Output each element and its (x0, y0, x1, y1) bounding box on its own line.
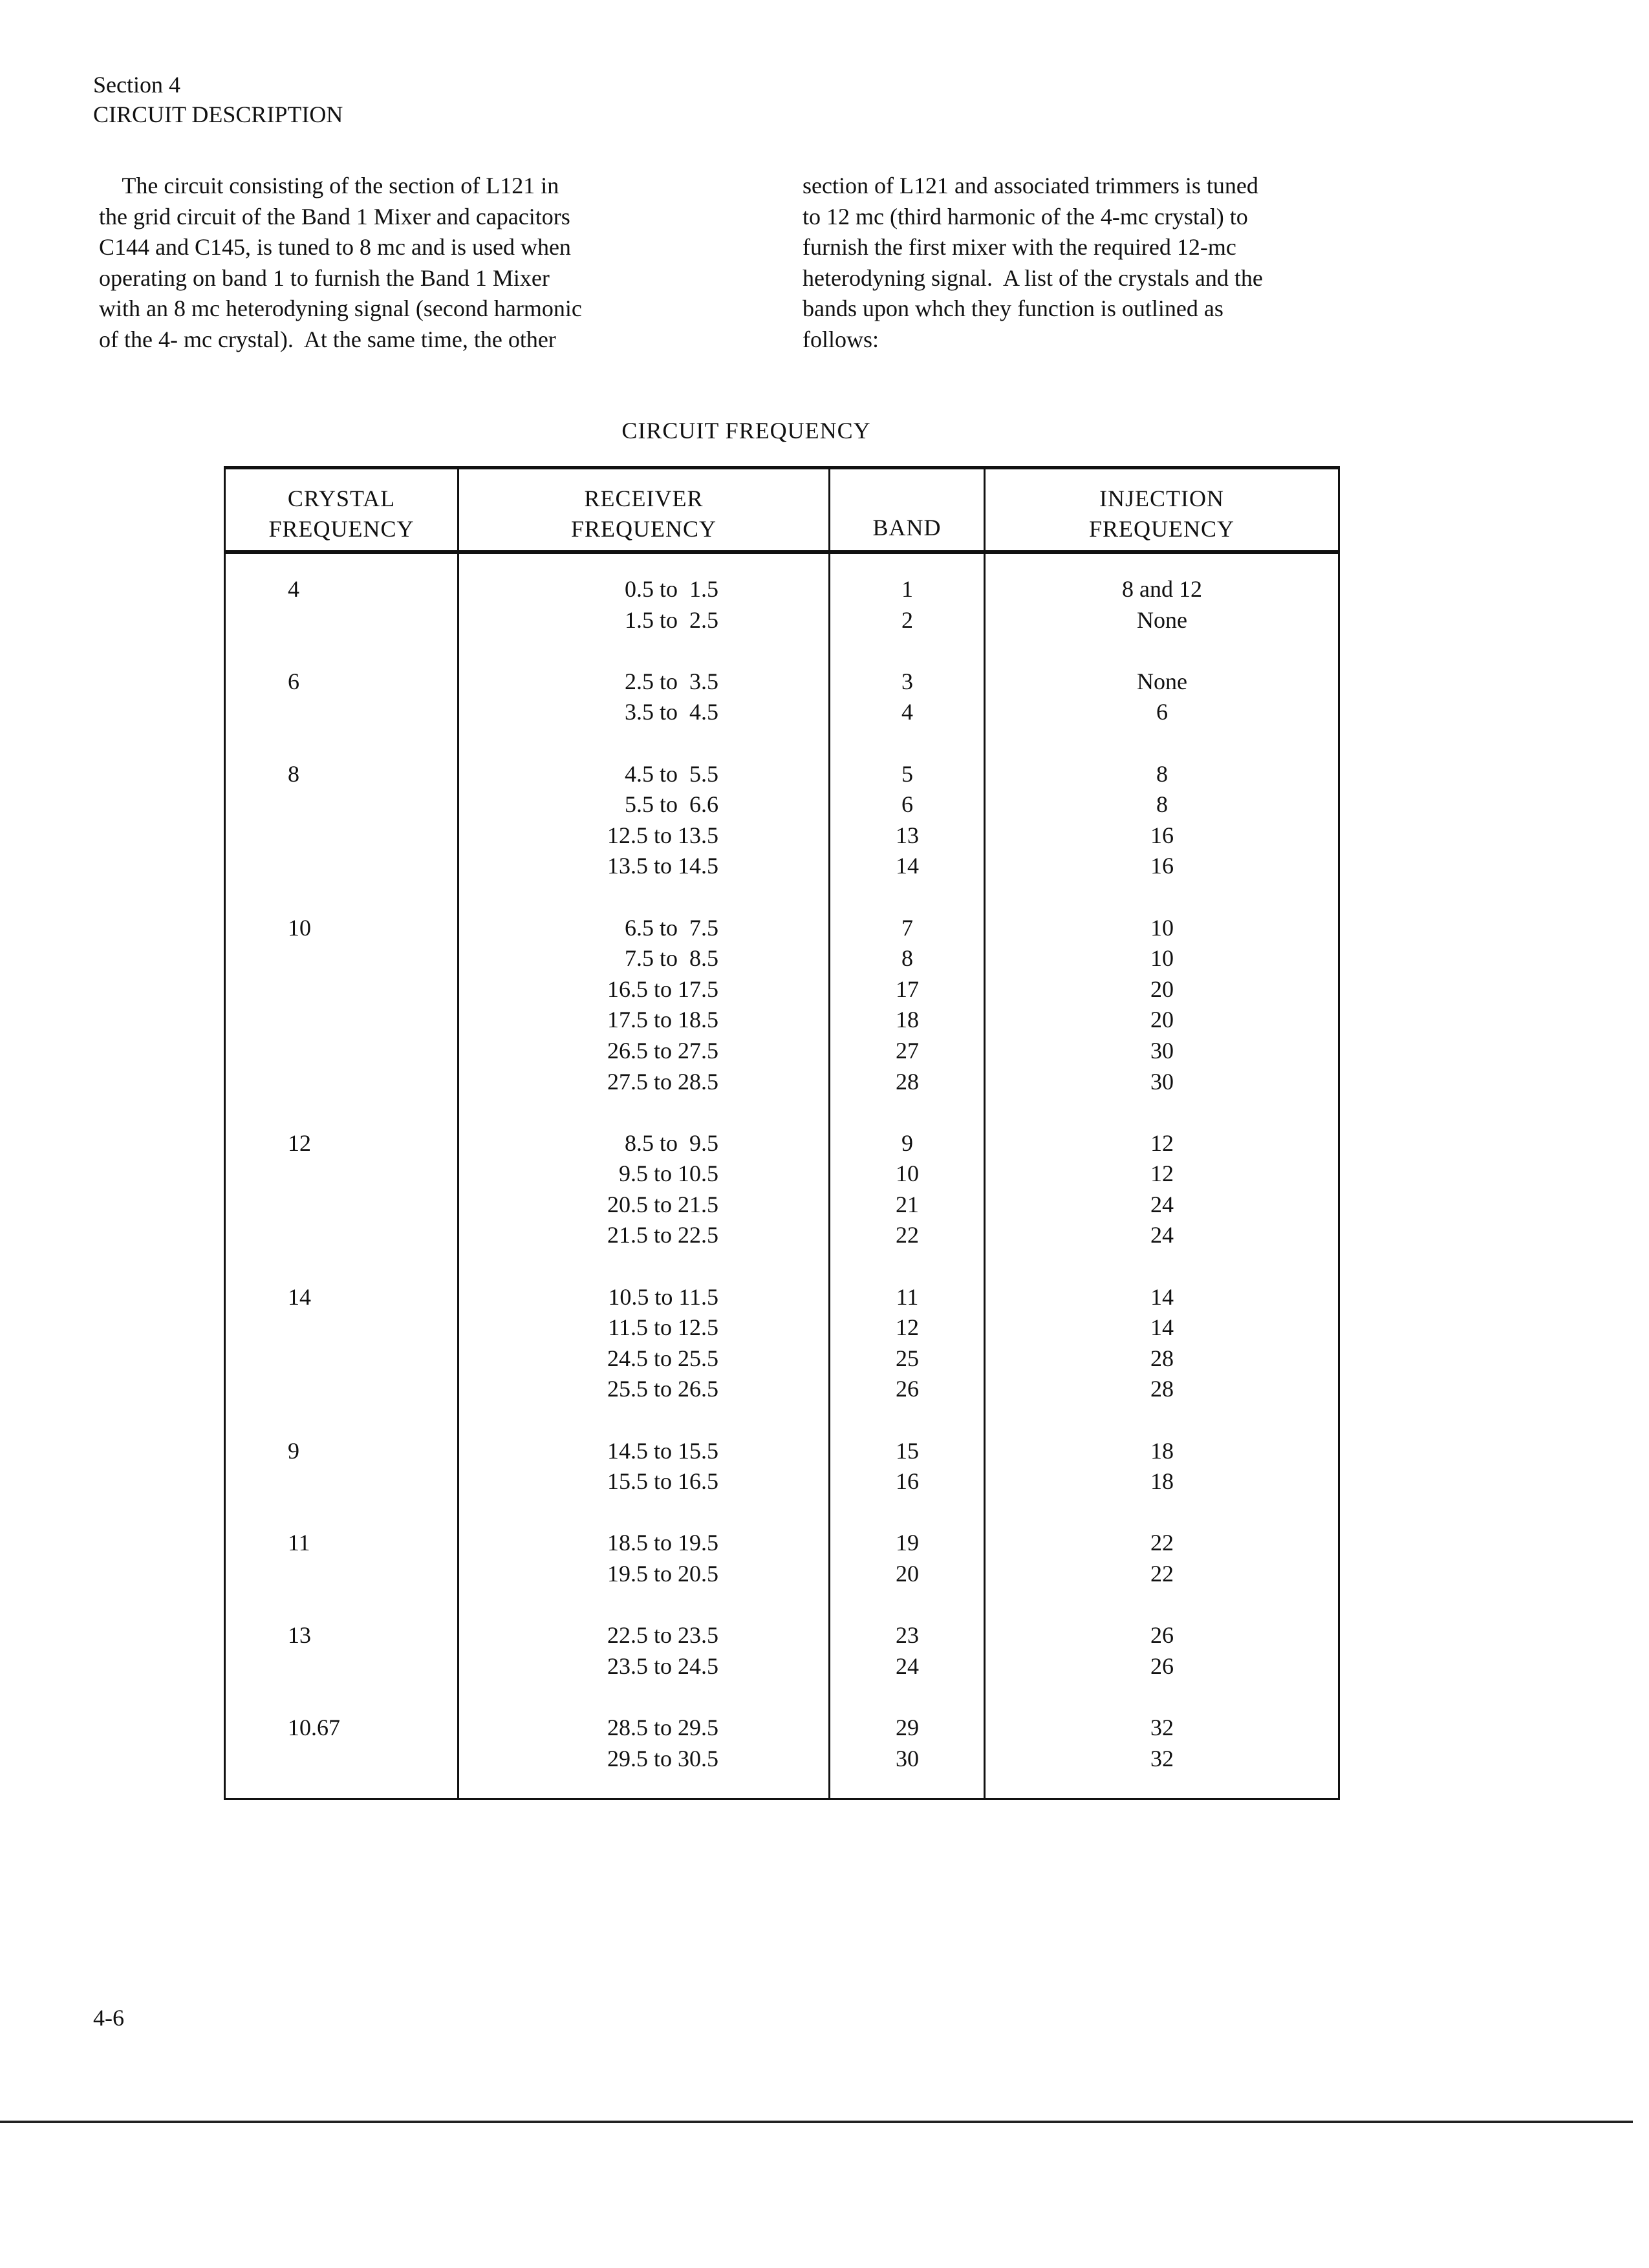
table-row (226, 820, 1338, 851)
receiver-frequency-cell: 0.5 to 1.5 (624, 576, 718, 602)
text-line: bands upon whch they function is outlined as (803, 295, 1223, 322)
text-line: furnish the first mixer with the required 12-mc (803, 234, 1236, 261)
receiver-frequency-cell: 12.5 to 13.5 (607, 822, 718, 848)
group-spacer (226, 1590, 1338, 1621)
injection-frequency-cell: None (1137, 606, 1187, 633)
table-row (226, 759, 1338, 790)
circuit-frequency-table (224, 466, 1340, 1800)
header-text: FREQUENCY (570, 516, 717, 542)
injection-frequency-cell: 12 (1150, 1129, 1174, 1156)
band-cell: 21 (896, 1191, 919, 1217)
text-line: C144 and C145, is tuned to 8 mc and is used when (99, 234, 571, 261)
receiver-frequency-cell: 24.5 to 25.5 (607, 1345, 718, 1371)
receiver-frequency-cell: 28.5 to 29.5 (607, 1714, 718, 1740)
text-line: to 12 mc (third harmonic of the 4-mc crystal) to (803, 203, 1248, 230)
table-row (226, 1036, 1338, 1067)
table-row (226, 1374, 1338, 1405)
receiver-frequency-cell: 5.5 to 6.6 (624, 791, 718, 818)
band-cell: 19 (896, 1530, 919, 1556)
receiver-frequency-cell: 14.5 to 15.5 (607, 1437, 718, 1464)
receiver-frequency-cell: 21.5 to 22.5 (607, 1222, 718, 1248)
header-band (830, 478, 984, 543)
receiver-frequency-cell: 18.5 to 19.5 (607, 1530, 718, 1556)
crystal-frequency-cell: 9 (288, 1437, 299, 1464)
text-line: heterodyning signal. A list of the crystals and the (803, 264, 1263, 291)
table-row (226, 913, 1338, 944)
injection-frequency-cell: 20 (1150, 976, 1174, 1002)
text-line: section of L121 and associated trimmers is tuned (803, 173, 1258, 198)
injection-frequency-cell: 10 (1150, 945, 1174, 972)
injection-frequency-cell: 20 (1150, 1007, 1174, 1033)
header-text: CRYSTAL (287, 486, 396, 511)
band-cell: 20 (896, 1561, 919, 1587)
band-cell: 12 (896, 1314, 919, 1341)
band-cell: 18 (896, 1007, 919, 1033)
group-spacer (226, 1682, 1338, 1713)
table-row (226, 1128, 1338, 1159)
table-row (226, 1528, 1338, 1559)
table-row (226, 1713, 1338, 1744)
band-cell: 10 (896, 1161, 919, 1187)
band-cell: 4 (901, 699, 913, 725)
crystal-frequency-cell: 8 (288, 760, 299, 787)
group-spacer (226, 728, 1338, 759)
band-cell: 9 (901, 1129, 913, 1156)
injection-frequency-cell: 14 (1150, 1283, 1174, 1310)
table-row (226, 1282, 1338, 1313)
injection-frequency-cell: 32 (1150, 1714, 1174, 1740)
injection-frequency-cell: 8 (1156, 760, 1168, 787)
header-text: FREQUENCY (268, 516, 415, 542)
text-line: operating on band 1 to furnish the Band 1 Mixer (99, 264, 550, 291)
injection-frequency-cell: 32 (1150, 1745, 1174, 1771)
receiver-frequency-cell: 1.5 to 2.5 (624, 606, 718, 633)
group-spacer (226, 1097, 1338, 1128)
table-row (226, 974, 1338, 1005)
text-line: The circuit consisting of the section of L121 in (99, 173, 559, 198)
receiver-frequency-cell: 25.5 to 26.5 (607, 1376, 718, 1402)
injection-frequency-cell: 24 (1150, 1191, 1174, 1217)
receiver-frequency-cell: 19.5 to 20.5 (607, 1561, 718, 1587)
receiver-frequency-cell: 7.5 to 8.5 (624, 945, 718, 972)
crystal-frequency-cell: 13 (288, 1622, 311, 1649)
band-cell: 16 (896, 1468, 919, 1495)
injection-frequency-cell: 12 (1150, 1161, 1174, 1187)
band-cell: 30 (896, 1745, 919, 1771)
table-body (226, 574, 1338, 1774)
band-cell: 8 (901, 945, 913, 972)
injection-frequency-cell: 28 (1150, 1376, 1174, 1402)
band-cell: 29 (896, 1714, 919, 1740)
table-row (226, 1343, 1338, 1375)
body-column-left (99, 171, 733, 356)
band-cell: 24 (896, 1653, 919, 1679)
receiver-frequency-cell: 9.5 to 10.5 (618, 1161, 718, 1187)
band-cell: 26 (896, 1376, 919, 1402)
band-cell: 2 (901, 606, 913, 633)
band-cell: 23 (896, 1622, 919, 1649)
table-row (226, 1220, 1338, 1251)
band-cell: 22 (896, 1222, 919, 1248)
receiver-frequency-cell: 26.5 to 27.5 (607, 1037, 718, 1064)
band-cell: 6 (901, 791, 913, 818)
receiver-frequency-cell: 3.5 to 4.5 (624, 699, 718, 725)
table-row (226, 1005, 1338, 1036)
table-row (226, 1067, 1338, 1098)
body-column-right (803, 171, 1436, 356)
receiver-frequency-cell: 17.5 to 18.5 (607, 1007, 718, 1033)
text-line: with an 8 mc heterodyning signal (second harmonic (99, 295, 582, 322)
receiver-frequency-cell: 10.5 to 11.5 (608, 1283, 718, 1310)
table-row (226, 1744, 1338, 1775)
receiver-frequency-cell: 13.5 to 14.5 (607, 853, 718, 879)
text-line: the grid circuit of the Band 1 Mixer and capacitors (99, 203, 570, 230)
group-spacer (226, 1405, 1338, 1436)
injection-frequency-cell: 28 (1150, 1345, 1174, 1371)
table-row (226, 1312, 1338, 1343)
table-title: CIRCUIT FREQUENCY (621, 418, 871, 444)
section-label: Section 4 (93, 72, 180, 98)
header-text: FREQUENCY (1088, 516, 1235, 542)
bottom-rule (0, 2121, 1633, 2123)
crystal-frequency-cell: 14 (288, 1283, 311, 1310)
receiver-frequency-cell: 20.5 to 21.5 (607, 1191, 718, 1217)
band-cell: 3 (901, 668, 913, 694)
injection-frequency-cell: 18 (1150, 1437, 1174, 1464)
table-row (226, 1651, 1338, 1682)
injection-frequency-cell: 26 (1150, 1653, 1174, 1679)
band-cell: 28 (896, 1068, 919, 1095)
injection-frequency-cell: 30 (1150, 1037, 1174, 1064)
injection-frequency-cell: 6 (1156, 699, 1168, 725)
injection-frequency-cell: 26 (1150, 1622, 1174, 1649)
injection-frequency-cell: 10 (1150, 914, 1174, 941)
table-row (226, 574, 1338, 605)
header-crystal-frequency (226, 478, 457, 550)
injection-frequency-cell: 22 (1150, 1561, 1174, 1587)
injection-frequency-cell: 16 (1150, 822, 1174, 848)
receiver-frequency-cell: 27.5 to 28.5 (607, 1068, 718, 1095)
section-title: CIRCUIT DESCRIPTION (93, 102, 343, 127)
table-row (226, 1190, 1338, 1221)
group-spacer (226, 1497, 1338, 1528)
receiver-frequency-cell: 23.5 to 24.5 (607, 1653, 718, 1679)
band-cell: 1 (901, 576, 913, 602)
group-spacer (226, 636, 1338, 667)
crystal-frequency-cell: 4 (288, 576, 299, 602)
header-divider (226, 550, 1338, 554)
table-row (226, 943, 1338, 974)
header-text: RECEIVER (584, 486, 704, 511)
table-row (226, 1466, 1338, 1497)
receiver-frequency-cell: 11.5 to 12.5 (608, 1314, 718, 1341)
injection-frequency-cell: 24 (1150, 1222, 1174, 1248)
band-cell: 13 (896, 822, 919, 848)
text-line: follows: (803, 326, 879, 352)
band-cell: 25 (896, 1345, 919, 1371)
receiver-frequency-cell: 15.5 to 16.5 (607, 1468, 718, 1495)
injection-frequency-cell: 16 (1150, 853, 1174, 879)
injection-frequency-cell: 14 (1150, 1314, 1174, 1341)
table-row (226, 667, 1338, 698)
receiver-frequency-cell: 4.5 to 5.5 (624, 760, 718, 787)
header-text: INJECTION (1099, 486, 1224, 511)
table-row (226, 789, 1338, 820)
band-cell: 5 (901, 760, 913, 787)
table-row (226, 697, 1338, 728)
crystal-frequency-cell: 12 (288, 1129, 311, 1156)
injection-frequency-cell: None (1137, 668, 1187, 694)
band-cell: 17 (896, 976, 919, 1002)
receiver-frequency-cell: 16.5 to 17.5 (607, 976, 718, 1002)
header-text: BAND (872, 515, 942, 540)
table-row (226, 1436, 1338, 1467)
band-cell: 11 (896, 1283, 919, 1310)
table-row (226, 1620, 1338, 1651)
injection-frequency-cell: 8 and 12 (1122, 576, 1202, 602)
receiver-frequency-cell: 29.5 to 30.5 (607, 1745, 718, 1771)
crystal-frequency-cell: 10 (288, 914, 311, 941)
header-injection-frequency (986, 478, 1338, 550)
table-row (226, 851, 1338, 882)
text-line: of the 4- mc crystal). At the same time, the other (99, 326, 556, 352)
injection-frequency-cell: 22 (1150, 1530, 1174, 1556)
injection-frequency-cell: 18 (1150, 1468, 1174, 1495)
group-spacer (226, 882, 1338, 913)
injection-frequency-cell: 30 (1150, 1068, 1174, 1095)
table-row (226, 1559, 1338, 1590)
receiver-frequency-cell: 22.5 to 23.5 (607, 1622, 718, 1649)
crystal-frequency-cell: 11 (288, 1530, 310, 1556)
band-cell: 7 (901, 914, 913, 941)
group-spacer (226, 1251, 1338, 1282)
crystal-frequency-cell: 10.67 (288, 1714, 340, 1740)
band-cell: 27 (896, 1037, 919, 1064)
crystal-frequency-cell: 6 (288, 668, 299, 694)
header-receiver-frequency (459, 478, 828, 550)
injection-frequency-cell: 8 (1156, 791, 1168, 818)
receiver-frequency-cell: 8.5 to 9.5 (624, 1129, 718, 1156)
band-cell: 14 (896, 853, 919, 879)
receiver-frequency-cell: 6.5 to 7.5 (624, 914, 718, 941)
band-cell: 15 (896, 1437, 919, 1464)
table-row (226, 1159, 1338, 1190)
table-row (226, 605, 1338, 636)
page-number: 4-6 (93, 2005, 124, 2031)
receiver-frequency-cell: 2.5 to 3.5 (624, 668, 718, 694)
